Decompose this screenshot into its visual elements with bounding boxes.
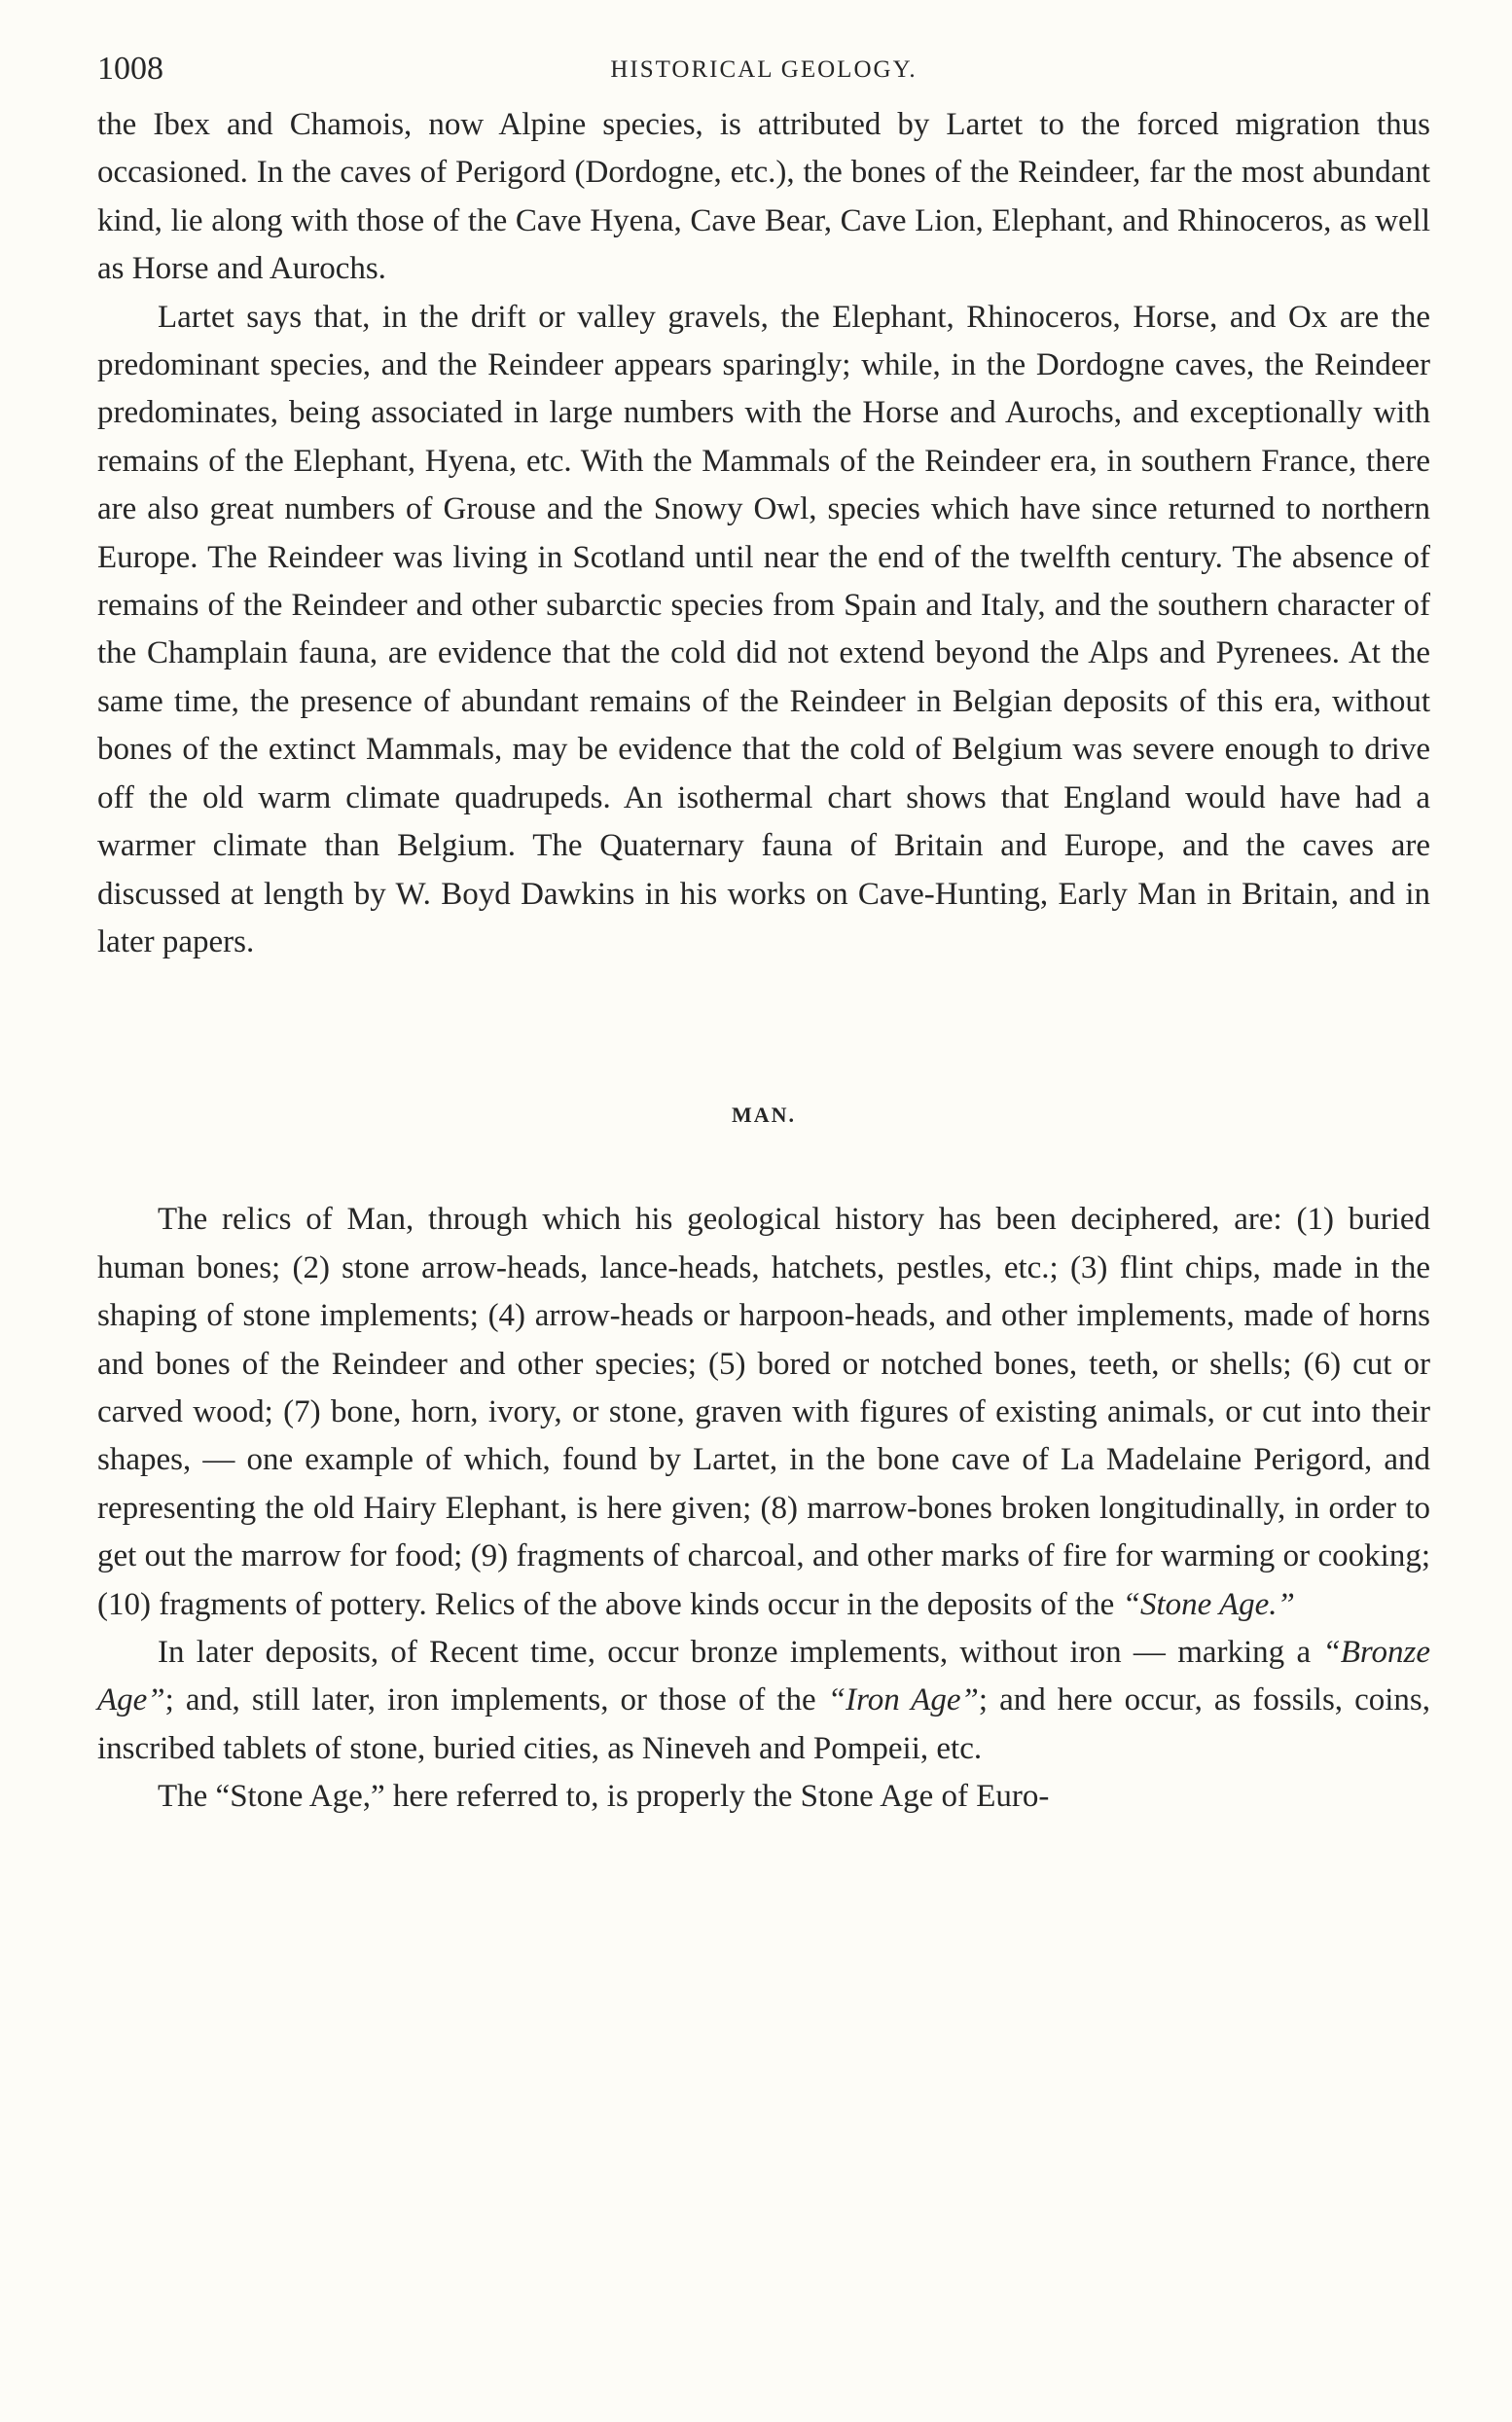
page-header <box>97 47 1430 101</box>
bronze-age-italic: “Bronze Age” <box>97 1634 1430 1718</box>
relics-text: The relics of Man, through which his geological history has been deciphered, are: (1) buried human bones; (2) stone arrow-heads, lance-heads, hatchets, pestles, etc.; (3) flint chips, made in the shaping of stone implements; (4) arrow-heads or harpoon-heads, and other implements, made of horns and bones of the Reindeer and other species; (5) bored or notched bones, teeth, or shells; (6) cut or carved wood; (7) bone, horn, ivory, or stone, graven with figures of existing animals, or cut into their shapes, — one example of which, found by Lartet, in the bone cave of La Madelaine Perigord, and representing the old Hairy Elephant, is here given; (8) marrow-bones broken longitudinally, in order to get out the marrow for food; (9) fragments of charcoal, and other marks of fire for warming or cooking; (10) fragments of pottery. Relics of the above kinds occur in the deposits of the <box>97 1202 1430 1622</box>
later-deposits-text-a: In later deposits, of Recent time, occur bronze implements, without iron — marking a <box>158 1634 1323 1670</box>
paragraph-ibex-chamois: the Ibex and Chamois, now Alpine species, is attributed by Lartet to the forced migration thus occasioned. In the caves of Perigord (Dordogne, etc.), the bones of the Reindeer, far the most abundant kind, lie along with those of the Cave Hyena, Cave Bear, Cave Lion, Elephant, and Rhinoceros, as well as Horse and Aurochs. <box>97 107 1430 287</box>
paragraph-lartet: Lartet says that, in the drift or valley gravels, the Elephant, Rhinoceros, Horse, and Ox are the predominant species, and the Reindeer appears sparingly; while, in the Dordogne caves, the Reindeer predominates, being associated in large numbers with the Horse and Aurochs, and exceptionally with remains of the Elephant, Hyena, etc. With the Mammals of the Reindeer era, in southern France, there are also great numbers of Grouse and the Snowy Owl, species which have since returned to northern Europe. The Reindeer was living in Scotland until near the end of the twelfth century. The absence of remains of the Reindeer and other subarctic species from Spain and Italy, and the southern character of the Champlain fauna, are evidence that the cold did not extend beyond the Alps and Pyrenees. At the same time, the presence of abundant remains of the Reindeer in Belgian deposits of this era, without bones of the extinct Mammals, may be evidence that the cold of Belgium was severe enough to drive off the old warm climate quadrupeds. An isothermal chart shows that England would have had a warmer climate than Belgium. The Quaternary fauna of Britain and Europe, and the caves are discussed at length by W. Boyd Dawkins in his works on Cave-Hunting, Early Man in Britain, and in later papers. <box>97 299 1430 959</box>
later-deposits-text-c: ; and, still later, iron implements, or those of the <box>164 1682 828 1718</box>
paragraph-later-deposits <box>97 1629 1430 1773</box>
page-number: 1008 <box>97 51 163 87</box>
later-deposits-text-e: ; and here occur, as fossils, coins, inscribed tablets of stone, buried cities, as Nineveh and Pompeii, etc. <box>97 1682 1431 1766</box>
paragraph-relics-of-man <box>97 1196 1430 1629</box>
running-head: HISTORICAL GEOLOGY. <box>610 56 918 83</box>
stone-age-italic: “Stone Age.” <box>1122 1586 1295 1622</box>
section-heading: MAN. <box>731 1103 797 1128</box>
page <box>97 47 1430 1822</box>
iron-age-italic: “Iron Age” <box>827 1682 979 1718</box>
paragraph-stone-age-europe: The “Stone Age,” here referred to, is properly the Stone Age of Euro- <box>158 1779 1050 1815</box>
